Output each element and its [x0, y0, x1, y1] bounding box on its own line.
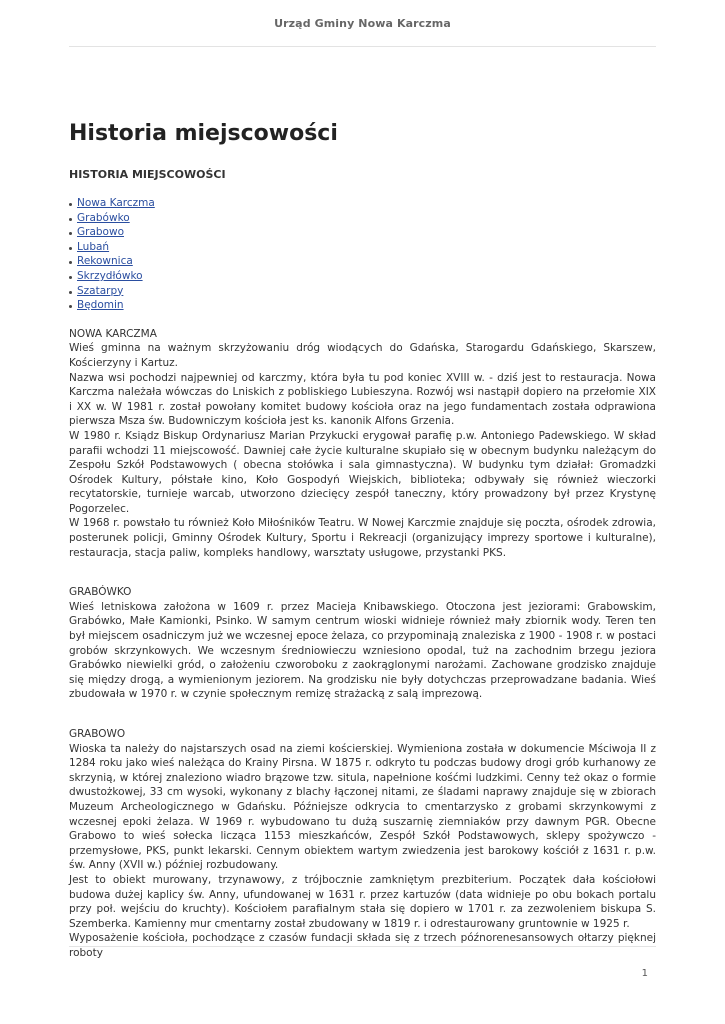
link-luban[interactable]: Lubań	[77, 240, 110, 253]
site-title: Urząd Gminy Nowa Karczma	[274, 17, 451, 30]
page-subtitle: HISTORIA MIEJSCOWOŚCI	[69, 168, 226, 181]
list-item	[69, 269, 656, 284]
main-content	[69, 119, 656, 961]
list-item	[69, 298, 656, 313]
link-grabowko[interactable]: Grabówko	[77, 211, 130, 224]
header-divider	[69, 46, 656, 47]
paragraph: W 1980 r. Ksiądz Biskup Ordynariusz Marian Przykucki erygował parafię p.w. Antoniego Padewskiego. W skład parafii wchodzi 11 miejscowość. Dawniej całe życie kulturalne skupiało się w obecnym budynku należącym do Zespołu Szkół Podstawowych ( obecna stołówka i sala gimnastyczna). W budynku tym działał: Gromadzki Ośrodek Kultury, półstałe kino, Koło Gospodyń Wiejskich, biblioteka; odbywały się również wieczorki recytatorskie, turnieje warcab, utworzono dziecięcy zespół taneczny, który prowadzony był przez Krystynę Pogorzelec.	[69, 429, 656, 515]
paragraph: Wyposażenie kościoła, pochodzące z czasów fundacji składa się z trzech późnorenesansowych ołtarzy pięknej roboty	[69, 932, 656, 959]
list-item	[69, 240, 656, 255]
link-szatarpy[interactable]: Szatarpy	[77, 284, 124, 297]
list-item	[69, 284, 656, 299]
link-nowa-karczma[interactable]: Nowa Karczma	[77, 197, 155, 209]
link-bedomin[interactable]: Będomin	[77, 299, 124, 312]
locality-link-list	[69, 196, 656, 313]
list-item	[69, 211, 656, 226]
section-nowa-karczma	[69, 327, 656, 561]
link-grabowo[interactable]: Grabowo	[77, 226, 124, 239]
list-item	[69, 225, 656, 240]
page-number: 1	[641, 968, 648, 979]
paragraph: Wieś gminna na ważnym skrzyżowaniu dróg wiodących do Gdańska, Starogardu Gdańskiego, Skarszew, Kościerzyny i Kartuz.	[69, 342, 656, 369]
section-title: GRABOWO	[69, 728, 126, 740]
paragraph: W 1968 r. powstało tu również Koło Miłośników Teatru. W Nowej Karczmie znajduje się poczta, ośrodek zdrowia, posterunek policji, Gminny Ośrodek Kultury, Sportu i Rekreacji (organizujący imprezy sportowe i kulturalne), restauracja, stacja paliw, kompleks handlowy, warsztaty usługowe, przystanki PKS.	[69, 517, 656, 559]
page-title: Historia miejscowości	[69, 121, 338, 146]
link-skrzydlowko[interactable]: Skrzydłówko	[77, 269, 143, 282]
list-item	[69, 254, 656, 269]
paragraph: Jest to obiekt murowany, trzynawowy, z trójbocznie zamkniętym prezbiterium. Początek dała kościołowi budowa dużej kaplicy św. Anny, ufundowanej w 1631 r. przez kartuzów (data widnieje po obu bokach portalu przy poł. wejściu do kruchty). Kościołem parafialnym stała się dopiero w 1701 r. za zezwoleniem biskupa S. Szemberka. Kamienny mur cmentarny został zbudowany w 1819 r. i odrestaurowany gruntownie w 1925 r.	[69, 873, 656, 930]
section-title: NOWA KARCZMA	[69, 327, 157, 340]
section-grabowko	[69, 585, 656, 702]
paragraph: Wieś letniskowa założona w 1609 r. przez Macieja Knibawskiego. Otoczona jest jeziorami: Grabowskim, Grabówko, Małe Kamionki, Psinko. W samym centrum wioski widnieje również mały zbiornik wody. Teren ten był miejscem osadniczym już we wczesnej epoce żelaza, co przypominają znaleziska z 1900 - 1908 r. w postaci grobów skrzynkowych. We wczesnym średniowieczu wzniesiono opodal, tuż na zachodnim brzegu jeziora Grabówko niewielki gród, o założeniu czworoboku z zaokrąglonymi narożami. Zachowane grodzisko znajduje się między drogą, a wymienionym jeziorem. Na grodzisku nie były dotychczas przeprowadzane badania. Wieś zbudowała w 1970 r. w czynie społecznym remizę strażacką z salą imprezową.	[69, 600, 656, 701]
paragraph: Nazwa wsi pochodzi najpewniej od karczmy, która była tu pod koniec XVIII w. - dziś jest to restauracja. Nowa Karczma należała wówczas do Lniskich z pobliskiego Lubieszyna. Rozwój wsi nastąpił dopiero na przełomie XIX i XX w. W 1981 r. został powołany komitet budowy kościoła oraz na jego fundamentach została odprawiona pierwsza Msza św. Budowniczym kościoła jest ks. kanonik Alfons Grzenia.	[69, 371, 656, 428]
link-rekownica[interactable]: Rekownica	[77, 255, 133, 268]
section-title: GRABÓWKO	[69, 586, 132, 599]
paragraph: Wioska ta należy do najstarszych osad na ziemi kościerskiej. Wymieniona została w dokumencie Mściwoja II z 1284 roku jako wieś należąca do Krainy Pirsna. W 1875 r. odkryto tu podczas budowy drogi grób kurhanowy ze skrzynią, w której znaleziono wiadro brązowe tzw. situla, napełnione kośćmi ludzkimi. Cenny też okaz o formie dwustożkowej, 33 cm wysoki, wykonany z blachy łączonej nitami, ze śladami naprawy znajduje się w zbiorach Muzeum Archeologicznego w Gdańsku. Późniejsze odkrycia to cmentarzysko z grobami skrzynkowymi z wczesnej epoki żelaza. W 1969 r. wybudowano tu dużą suszarnię ziemniaków przy dawnym PGR. Obecne Grabowo to wieś sołecka licząca 1153 mieszkańców, Zespół Szkół Podstawowych, sklepy spożywczo - przemysłowe, PKS, punkt lekarski. Cennym obiektem wartym zwiedzenia jest barokowy kościół z 1631 r. p.w. św. Anny (XVII w.) później rozbudowany.	[69, 742, 656, 872]
section-grabowo	[69, 727, 656, 961]
footer-divider	[69, 946, 656, 947]
list-item	[69, 196, 656, 211]
